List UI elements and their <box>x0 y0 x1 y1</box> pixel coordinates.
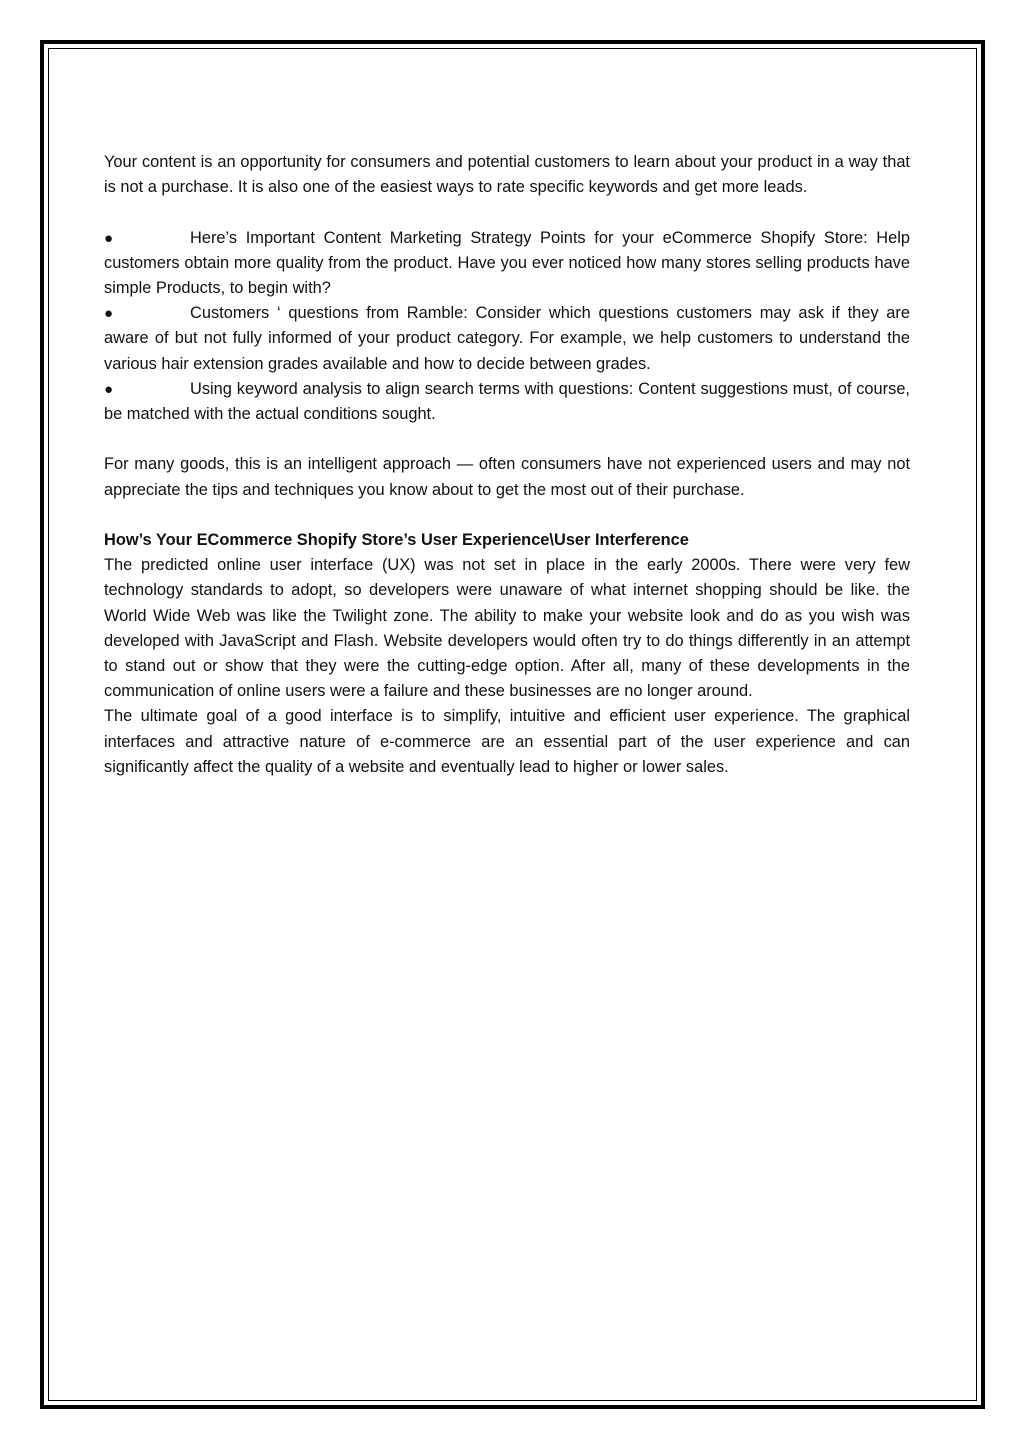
paragraph-gap <box>104 427 910 452</box>
document-body <box>104 150 910 780</box>
ux-paragraph: The ultimate goal of a good interface is to simplify, intuitive and efficient user experience. The graphical interfaces and attractive nature of e-commerce are an essential part of the user experience and can significantly affect the quality of a website and eventually lead to higher or lower sales. <box>104 707 910 776</box>
ux-paragraph: The predicted online user interface (UX) was not set in place in the early 2000s. There were very few technology standards to adopt, so developers were unaware of what internet shopping should be like. the World Wide Web was like the Twilight zone. The ability to make your website look and do as you wish was developed with JavaScript and Flash. Website developers would often try to do things differently in an attempt to stand out or show that they were the cutting-edge option. After all, many of these developments in the communication of online users were a failure and these businesses are no longer around. <box>104 556 910 701</box>
bullet-item <box>104 377 910 427</box>
bullet-icon: ● <box>104 229 114 247</box>
bullet-text: Here’s Important Content Marketing Strategy Points for your eCommerce Shopify Store: Help customers obtain more quality from the product. Have you ever noticed how many stores selling products have simple Products, to begin with? <box>104 228 910 297</box>
paragraph-gap <box>104 503 910 528</box>
bullet-text: Using keyword analysis to align search terms with questions: Content suggestions must, of course, be matched with the actual conditions sought. <box>104 379 910 424</box>
section-heading: How’s Your ECommerce Shopify Store’s User Experience\User Interference <box>104 531 689 549</box>
bullet-icon: ● <box>104 305 114 323</box>
bullet-item <box>104 301 910 377</box>
paragraph-gap <box>104 200 910 225</box>
intro-paragraph: Your content is an opportunity for consumers and potential customers to learn about your product in a way that is not a purchase. It is also one of the easiest ways to rate specific keywords and get more leads. <box>104 153 910 197</box>
bullet-icon: ● <box>104 380 114 398</box>
approach-paragraph: For many goods, this is an intelligent approach — often consumers have not experienced users and may not appreciate the tips and techniques you know about to get the most out of their purchase. <box>104 455 910 499</box>
bullet-text: Customers ‘ questions from Ramble: Consider which questions customers may ask if they are aware of but not fully informed of your product category. For example, we help customers to understand the various hair extension grades available and how to decide between grades. <box>104 304 910 373</box>
bullet-item <box>104 226 910 302</box>
